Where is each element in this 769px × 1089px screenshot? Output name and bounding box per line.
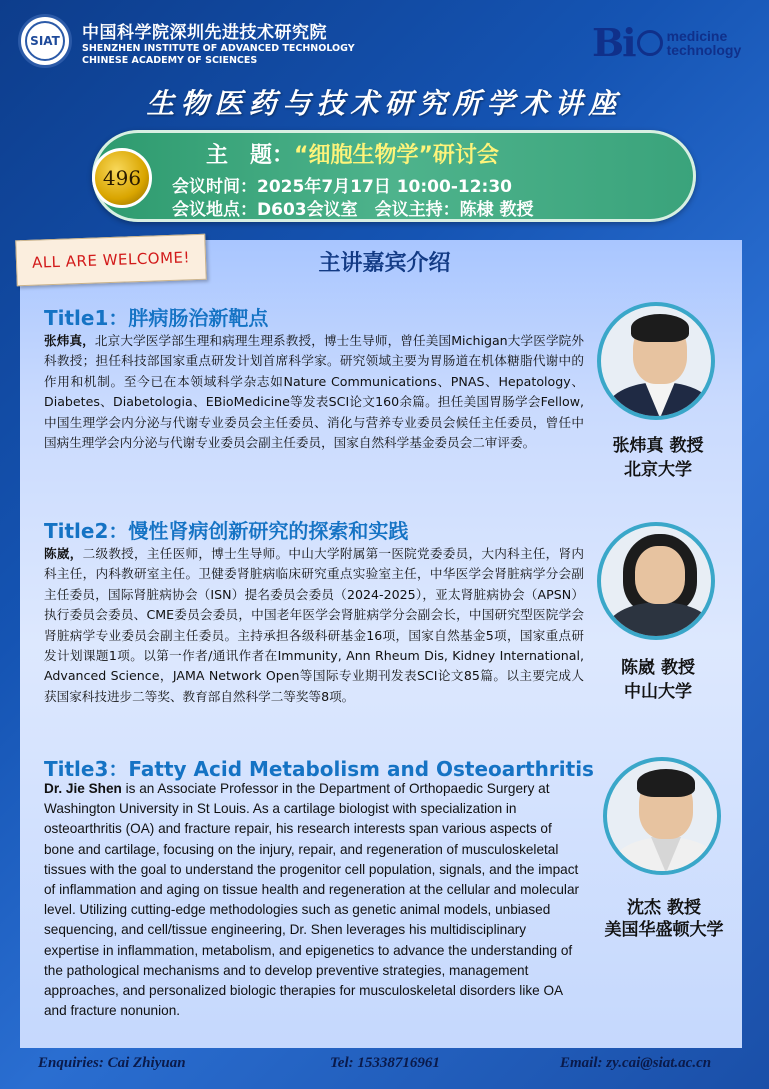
speaker-2-affiliation: 中山大学 [624,682,692,702]
lecture-number-badge: 496 [92,148,152,208]
talk-2-title: Title2：慢性肾病创新研究的探索和实践 [44,519,409,543]
speaker-3-name: 沈杰 教授 [627,898,701,918]
section-title: 主讲嘉宾介绍 [318,251,451,276]
speaker-2-photo [597,522,715,640]
logo-word-technology: technology [666,41,742,58]
talk-3-bio [44,779,584,1021]
siat-logo [18,14,72,68]
talk-3-bio-text: is an Associate Professor in the Department of Orthopaedic Surgery at Washington University in St Louis. As a cartilage biologist with specialization in osteoarthritis (OA) and fracture repair, his research interests span various aspects of bone and cartilage, focusing on the injury, repair, and regeneration of musculoskeletal tissues with the goal to understand the progenitor cell population, signals, and the impact of inflammation and aging on tissue health and regeneration at the cellular and molecular level. Utilizing cutting-edge methodologies such as genetic animal models, unbiased sequencing, and cell/tissue engineering, Dr. Shen leverages his multidisciplinary expertise in inflammation, metabolism, and epigenetics to advance the understanding of the pathological mechanisms and to develop preventive strategies, management approaches, and personalized biologic therapies for musculoskeletal disorders like OA and fracture nonunion. [44,781,580,1019]
footer-email: Email: zy.cai@siat.ac.cn [560,1055,712,1071]
biomedicine-logo-letters: Bi [592,20,635,65]
biomedicine-logo [592,20,741,65]
talk-3-title: Title3：Fatty Acid Metabolism and Osteoarthritis [44,757,594,781]
meeting-location: 会议地点：D603会议室 会议主持：陈棣 教授 [172,200,534,220]
speaker-3-photo [603,757,721,875]
biomedicine-logo-words [667,29,742,57]
speaker-1-name: 张炜真 教授 [612,436,704,456]
talk-2-bio [44,544,584,707]
institute-name-en-2: CHINESE ACADEMY OF SCIENCES [82,55,258,66]
theme-label: 主 题： [206,143,295,168]
talk-1-title: Title1：胖病肠治新靶点 [44,306,269,330]
talk-2-bio-text: 二级教授，主任医师，博士生导师。中山大学附属第一医院党委委员，大内科主任，肾内科主任，内科教研室主任。卫健委肾脏病临床研究重点实验室主任，中华医学会肾脏病学分会副主任委员，国际肾脏病协会（ISN）提名委员会委员（2024-2025），亚太肾脏病协会（APSN）执行委员会委员、CME委员会委员，中国老年医学会肾脏病学分会副会长，中国研究型医院学会肾脏病学专业委员会副主任委员。主持承担各级科研基金16项，国家自然基金5项，国家重点研发计划课题1项。以第一作者/通讯作者在Immunity, Ann Rheum Dis, Kidney International, Advanced Science，JAMA Network Open等国际专业期刊发表SCI论文85篇。以主要完成人获国家科技进步二等奖、教育部自然科学二等奖等8项。 [44,546,585,704]
meeting-time: 会议时间：2025年7月17日 10:00-12:30 [172,177,512,197]
logo-word-medicine: medicine [666,27,728,44]
institute-name-cn: 中国科学院深圳先进技术研究院 [82,23,327,43]
talk-1-speaker: 张炜真， [44,333,95,348]
dna-ring-icon [637,30,663,56]
talk-2-speaker: 陈崴， [44,546,83,561]
theme-value: “细胞生物学”研讨会 [294,143,499,168]
footer-enquiries: Enquiries: Cai Zhiyuan [38,1055,186,1071]
siat-logo-text: SIAT [25,21,65,61]
theme-line [206,138,499,169]
talk-1-bio [44,331,584,453]
speaker-1-photo [597,302,715,420]
welcome-sign: ALL ARE WELCOME! [15,234,206,287]
footer-tel: Tel: 15338716961 [330,1055,440,1071]
speaker-2-name: 陈崴 教授 [621,658,695,678]
speaker-1-affiliation: 北京大学 [624,460,692,480]
speaker-3-affiliation: 美国华盛顿大学 [604,920,724,940]
institute-name [82,18,355,67]
lecture-series-title: 生物医药与技术研究所学术讲座 [146,87,623,120]
institute-name-en-1: SHENZHEN INSTITUTE OF ADVANCED TECHNOLOGY [82,43,355,54]
talk-1-bio-text: 北京大学医学部生理和病理生理系教授，博士生导师，曾任美国Michigan大学医学院外科教授；担任科技部国家重点研发计划首席科学家。研究领域主要为胃肠道在机体糖脂代谢中的作用和机制。至今已在本领域科学杂志如Nature Communications、PNAS、Hepatology、Diabetes、Diabetologia、EBioMedicine等发表SCI论文160余篇。担任美国胃肠学会Fellow, 中国生理学会内分泌与代谢专业委员会主任委员、消化与营养专业委员会候任主任委员，曾任中国病生理学会内分泌与代谢专业委员会副主任委员，国家自然科学基金委员会二审评委。 [44,333,585,451]
talk-3-speaker: Dr. Jie Shen [44,781,122,796]
